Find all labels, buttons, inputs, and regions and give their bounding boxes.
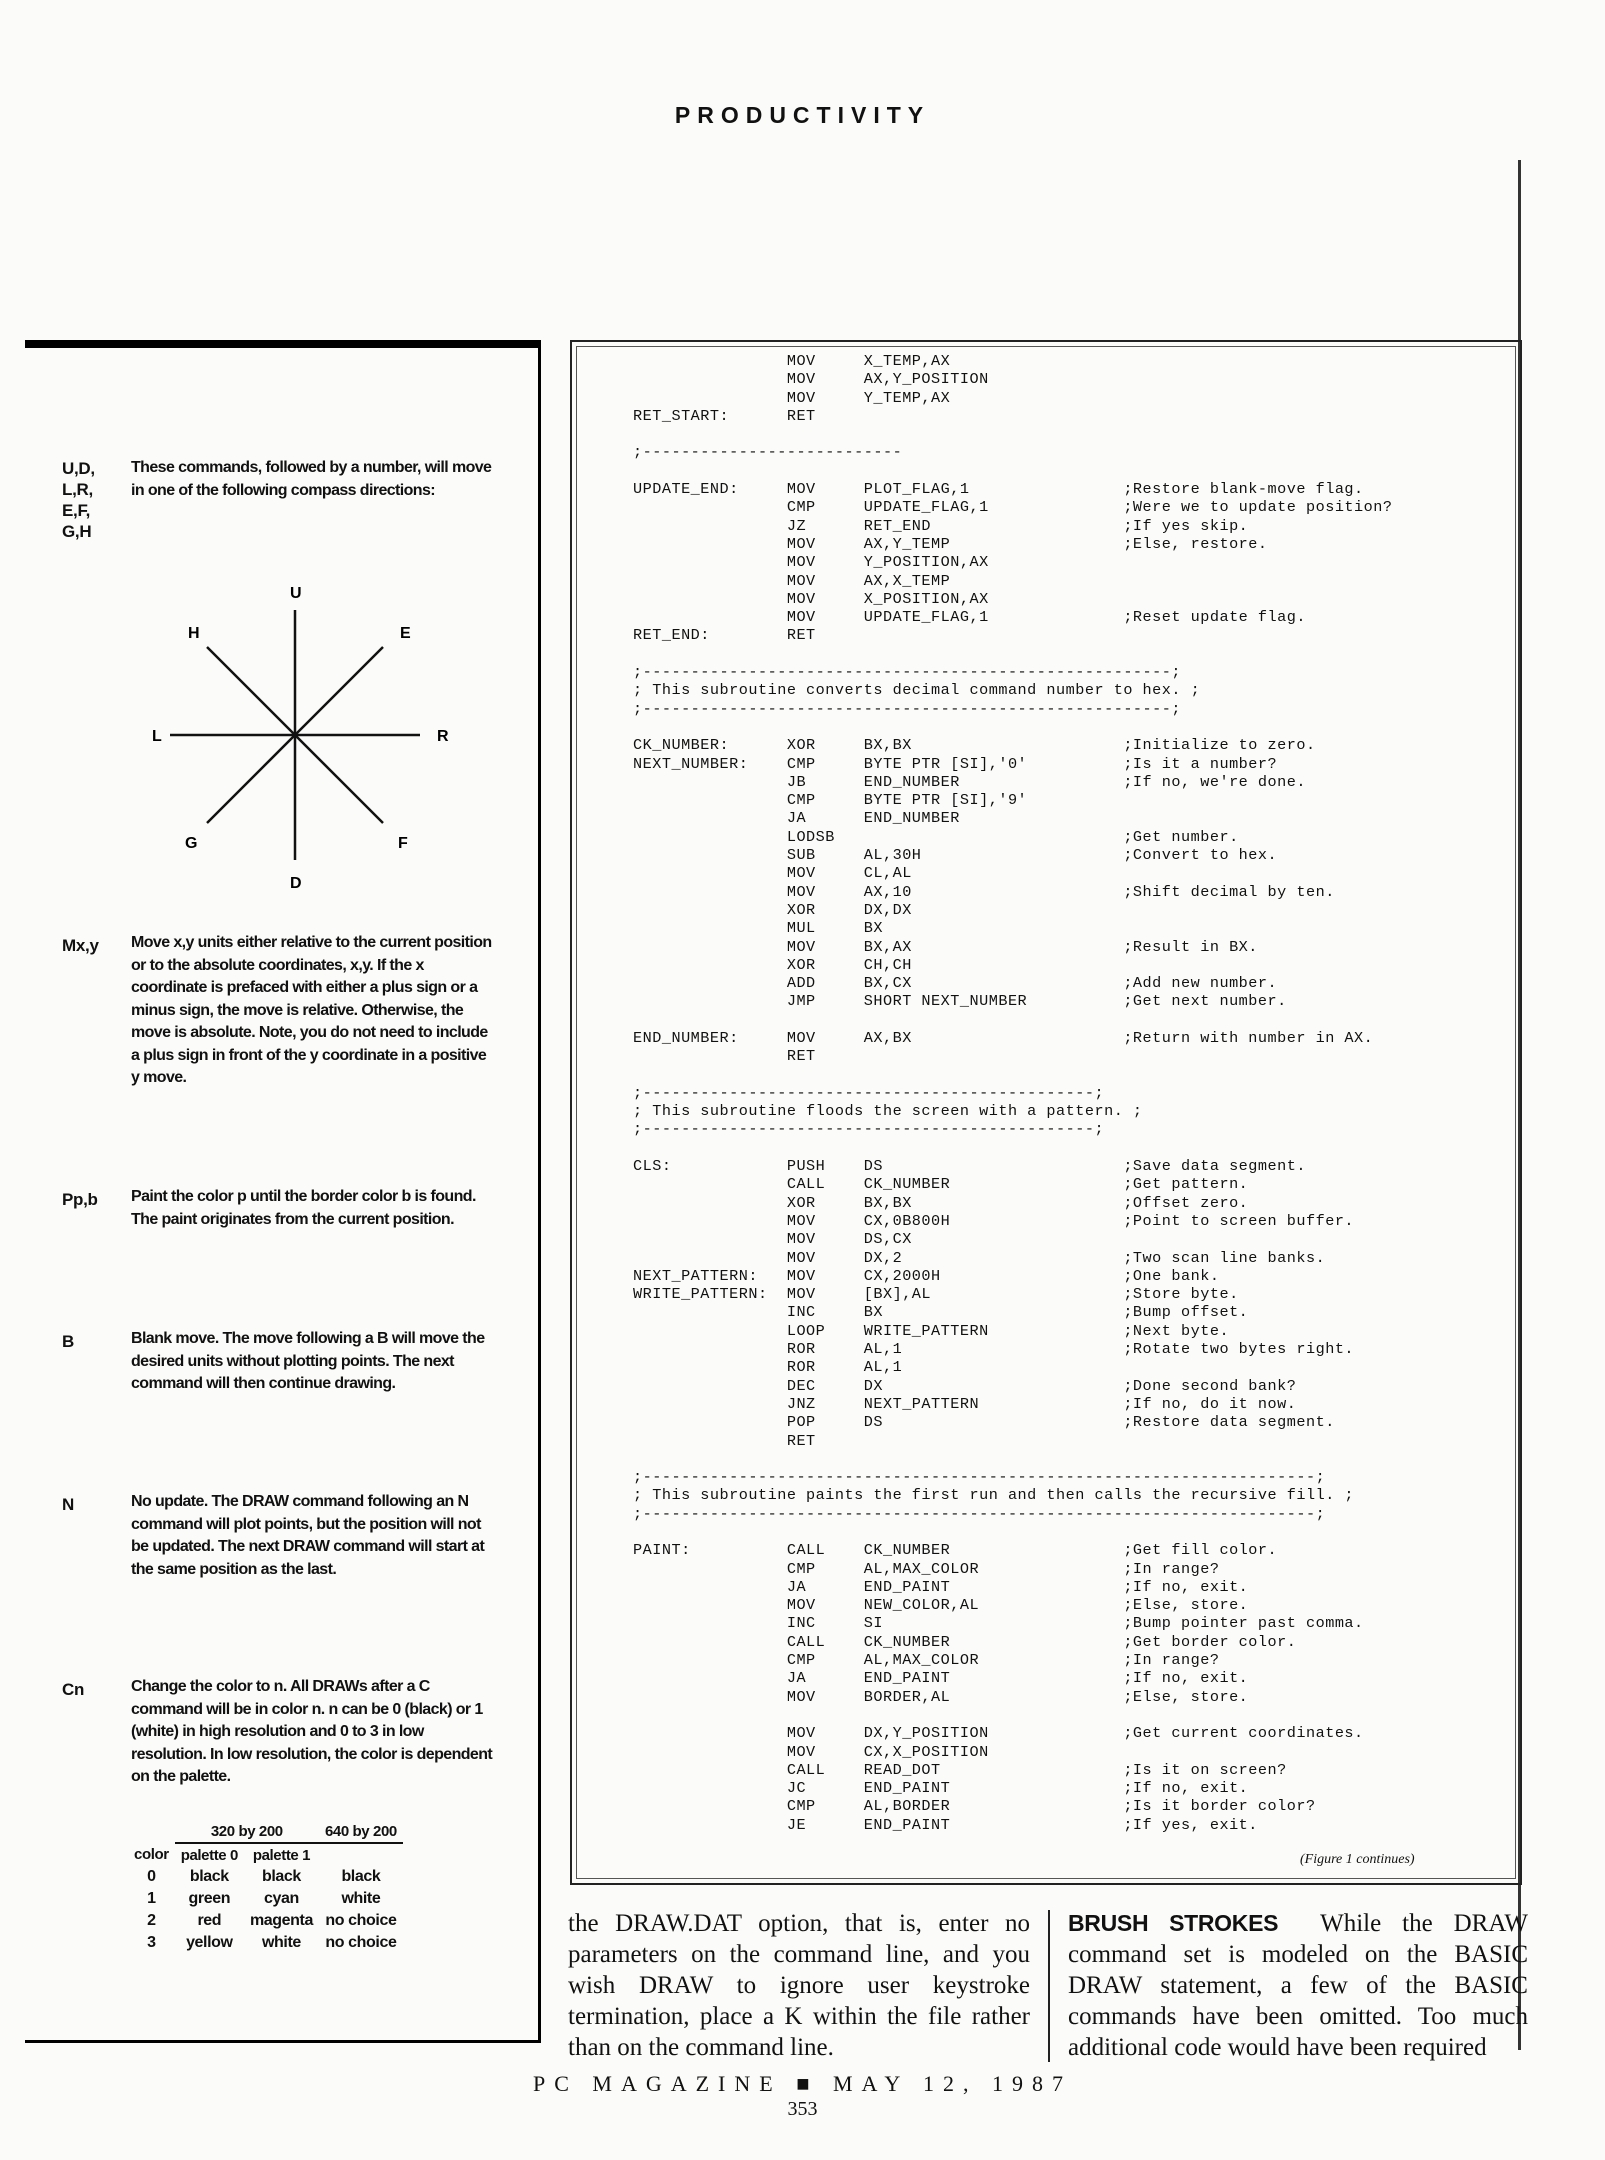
command-label-move: Mx,y [62,936,99,955]
sidebar-top-rule [25,340,541,348]
section-heading: BRUSH STROKES [1068,1910,1279,1936]
palette-header-palette-0: palette 0 [180,1846,238,1864]
compass-label-e: E [400,625,411,642]
sidebar-right-rule [538,340,541,2043]
body-text-right-column [1068,1908,1528,2063]
compass-label-f: F [398,835,408,852]
compass-label-r: R [437,728,449,745]
sidebar-bottom-rule [25,2040,541,2043]
figure-continues-note: (Figure 1 continues) [1300,1852,1415,1867]
compass-label-u: U [290,585,302,602]
palette-header-color: color [134,1846,169,1863]
palette-table [128,1820,403,1954]
command-desc-directions: These commands, followed by a number, will move in one of the following compass directions: [131,459,492,499]
code-listing: MOV X_TEMP,AX MOV AX,Y_POSITION MOV Y_TEMP,AX RET_START: RET ;--------------------------- UPDATE_END: MOV PLOT_FLAG,1 ;Restore blank-move flag. CMP UPDATE_FLAG,1 ;Were we to update position? JZ RET_END ;If yes skip. MOV AX,Y_TEMP ;Else, restore. MOV Y_POSITION,AX MOV AX,X_TEMP MOV X_POSITION,AX MOV UPDATE_FLAG,1 ;Reset update flag. RET_END: RET ;-------------------------------------------------------; ; This subroutine converts decimal command number to hex. ; ;-------------------------------------------------------; CK_NUMBER: XOR BX,BX ;Initialize to zero. NEXT_NUMBER: CMP BYTE PTR [SI],'0' ;Is it a number? JB END_NUMBER ;If no, we're done. CMP BYTE PTR [SI],'9' JA END_NUMBER LODSB ;Get number. SUB AL,30H ;Convert to hex. MOV CL,AL MOV AX,10 ;Shift decimal by ten. XOR DX,DX MUL BX MOV BX,AX ;Result in BX. XOR CH,CH ADD BX,CX ;Add new number. JMP SHORT NEXT_NUMBER ;Get next number. END_NUMBER: MOV AX,BX ;Return with number in AX. RET ;-----------------------------------------------; ; This subroutine floods the screen with a pattern. ; ;-----------------------------------------------; CLS: PUSH DS ;Save data segment. CALL CK_NUMBER ;Get pattern. XOR BX,BX ;Offset zero. MOV CX,0B800H ;Point to screen buffer. MOV DS,CX MOV DX,2 ;Two scan line banks. NEXT_PATTERN: MOV CX,2000H ;One bank. WRITE_PATTERN: MOV [BX],AL ;Store byte. INC BX ;Bump offset. LOOP WRITE_PATTERN ;Next byte. ROR AL,1 ;Rotate two bytes right. ROR AL,1 DEC DX ;Done second bank? JNZ NEXT_PATTERN ;If no, do it now. POP DS ;Restore data segment. RET ;----------------------------------------------------------------------; ; This subroutine paints the first run and then calls the recursive fill. ; ;----------------------------------------------------------------------; PAINT: CALL CK_NUMBER ;Get fill color. CMP AL,MAX_COLOR ;In range? JA END_PAINT ;If no, exit. MOV NEW_COLOR,AL ;Else, store. INC SI ;Bump pointer past comma. CALL CK_NUMBER ;Get border color. CMP AL,MAX_COLOR ;In range? JA END_PAINT ;If no, exit. MOV BORDER,AL ;Else, store. MOV DX,Y_POSITION ;Get current coordinates. MOV CX,X_POSITION CALL READ_DOT ;Is it on screen? JC END_PAINT ;If no, exit. CMP AL,BORDER ;Is it border color? JE END_PAINT ;If yes, exit. [633,352,1393,1834]
compass-label-l: L [152,728,162,745]
compass-diagram [130,570,460,900]
command-desc-paint: Paint the color p until the border color b is found. The paint originates from the current position. [131,1188,476,1228]
palette-group-low-res: 320 by 200 [175,1820,319,1843]
column-divider [1048,1910,1050,2062]
command-desc-no-update: No update. The DRAW command following an N command will plot points, but the position will not be updated. The next DRAW command will start at the same position as the last. [131,1493,485,1578]
page-number: 353 [787,2098,818,2120]
palette-header-palette-1: palette 1 [252,1846,311,1864]
compass-label-h: H [188,625,200,642]
section-header: PRODUCTIVITY [674,102,931,128]
command-label-color: Cn [62,1680,85,1699]
compass-label-d: D [290,875,302,892]
table-row: 2 red magenta no choice [147,1912,397,1929]
command-label-directions: U,D, L,R, E,F, G,H [62,459,95,541]
magazine-footer: PC MAGAZINE ■ MAY 12, 1987 [532,2071,1072,2096]
table-row: 3 yellow white no choice [147,1934,397,1951]
compass-label-g: G [185,835,198,852]
command-desc-blank: Blank move. The move following a B will move the desired units without plotting points. The next command will then continue drawing. [131,1330,485,1392]
command-desc-color: Change the color to n. All DRAWs after a C command will be in color n. n can be 0 (black) or 1 (white) in high resolution and 0 to 3 in low resolution. In low resolution, the color is dependent on the palette. [131,1678,493,1785]
command-label-paint: Pp,b [62,1190,98,1209]
body-text-left-column: the DRAW.DAT option, that is, enter no parameters on the command line, and you wish DRAW to ignore user keystroke termination, place a K within the file rather than on the command line. [568,1910,1030,2061]
palette-group-high-res: 640 by 200 [319,1820,403,1843]
table-row: 0 black black black [147,1868,381,1885]
right-column-text: While the DRAW command set is modeled on the BASIC DRAW statement, a few of the BASIC commands have been omitted. Too much additional code would have been required [1068,1910,1529,2061]
command-label-no-update: N [62,1495,74,1514]
table-row: 1 green cyan white [147,1890,381,1907]
command-desc-move: Move x,y units either relative to the current position or to the absolute coordinates, x,y. If the x coordinate is prefaced with either a plus sign or a minus sign, the move is relative. Otherwise, the move is absolute. Note, you do not need to include a plus sign in front of the y coordinate in a positive y move. [131,934,492,1086]
command-label-blank: B [62,1332,74,1351]
